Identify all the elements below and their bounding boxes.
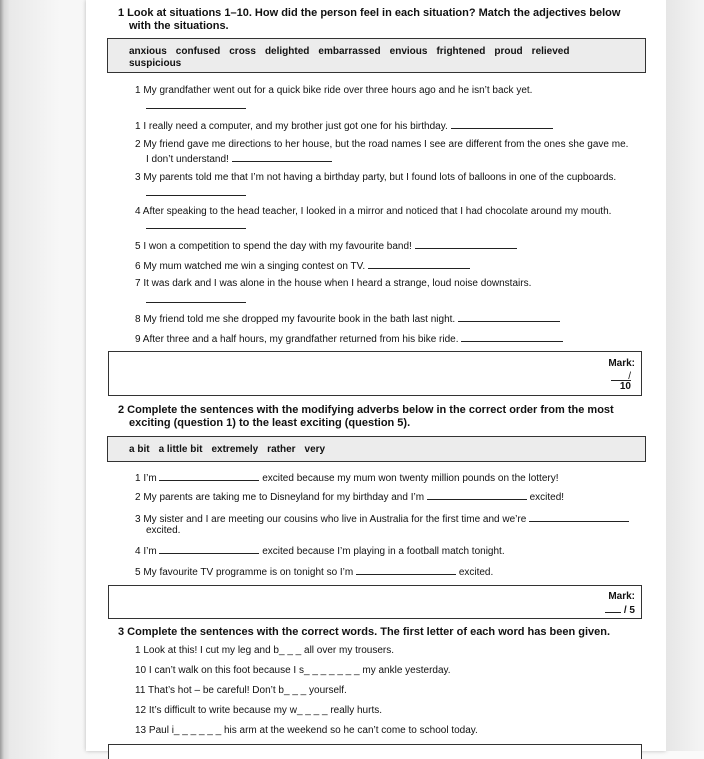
section1-mark-box xyxy=(108,351,642,396)
s3-item-2-post: my ankle yesterday. xyxy=(362,665,451,676)
section3-heading: 3 Complete the sentences with the correct words. The first letter of each word has been given. xyxy=(118,626,611,638)
s2-item-1-post: excited because my mum won twenty million pounds on the lottery! xyxy=(262,473,559,484)
s2-item-5 xyxy=(135,565,493,578)
answer-blank[interactable] xyxy=(159,471,259,481)
s3-item-2-pre: 10 I can’t walk on this foot because I s xyxy=(135,665,304,676)
s3-item-3-pre: 11 That’s hot – be careful! Don’t b xyxy=(135,685,284,696)
page-edge xyxy=(666,0,704,751)
s2-item-2-post: excited! xyxy=(529,492,565,503)
s2-item-2-pre: 2 My parents are taking me to Disneyland for my birthday and I’m xyxy=(135,492,425,503)
s2-item-3 xyxy=(135,512,629,525)
adverb-rather: rather xyxy=(267,444,296,455)
s2-item-3-pre: 3 My sister and I are meeting our cousins who live in Australia for the first time and we’re xyxy=(135,514,527,525)
adverb-extremely: extremely xyxy=(211,444,259,455)
s1-item-3-line2 xyxy=(146,152,332,165)
s1-item-3: 2 My friend gave me directions to her house, but the road names I see are different from the ones she gave me. xyxy=(135,139,629,150)
section2-heading-line1: 2 Complete the sentences with the modifying adverbs below in the correct order from the most xyxy=(118,404,614,416)
s1-item-9 xyxy=(135,312,560,325)
s3-item-1 xyxy=(135,645,394,656)
adverb-bank xyxy=(129,444,334,455)
word-delighted: delighted xyxy=(264,46,310,57)
word-suspicious: suspicious xyxy=(129,58,182,69)
s3-item-2-gap[interactable]: _ _ _ _ _ _ _ xyxy=(303,665,360,676)
word-bank-row2 xyxy=(129,58,190,69)
answer-blank[interactable] xyxy=(415,239,517,249)
s2-item-1 xyxy=(135,471,559,484)
answer-blank[interactable] xyxy=(159,544,259,554)
s2-item-5-pre: 5 My favourite TV programme is on tonight so I’m xyxy=(135,567,354,578)
s1-item-8: 7 It was dark and I was alone in the house when I heard a strange, loud noise downstairs. xyxy=(135,278,532,289)
answer-blank[interactable] xyxy=(451,119,553,129)
answer-blank[interactable] xyxy=(146,99,246,109)
section2-heading-line2: exciting (question 1) to the least exciting (question 5). xyxy=(129,417,411,429)
word-anxious: anxious xyxy=(129,46,167,57)
word-cross: cross xyxy=(229,46,256,57)
answer-blank[interactable] xyxy=(146,219,246,229)
s1-item-9-text: 8 My friend told me she dropped my favourite book in the bath last night. xyxy=(135,314,456,325)
s3-item-3-post: yourself. xyxy=(309,685,347,696)
answer-blank[interactable] xyxy=(529,512,629,522)
answer-blank[interactable] xyxy=(146,186,246,196)
section2-word-bank xyxy=(107,436,646,462)
section1-heading-line1: 1 Look at situations 1–10. How did the person feel in each situation? Match the adjectives below xyxy=(118,7,621,19)
s3-item-4-gap[interactable]: _ _ _ _ xyxy=(296,705,328,716)
section2-mark-box xyxy=(108,585,642,619)
s1-item-2 xyxy=(135,119,553,132)
answer-blank[interactable] xyxy=(356,565,456,575)
section1-heading-line2: with the situations. xyxy=(129,20,229,32)
word-relieved: relieved xyxy=(531,46,570,57)
answer-blank[interactable] xyxy=(458,312,560,322)
word-bank-row1 xyxy=(129,46,578,57)
mark-slash: / xyxy=(628,371,631,382)
word-frightened: frightened xyxy=(436,46,486,57)
s1-item-1: 1 My grandfather went out for a quick bike ride over three hours ago and he isn’t back yet. xyxy=(135,85,533,96)
s1-item-10 xyxy=(135,332,563,345)
mark-total: 10 xyxy=(619,381,631,392)
mark-total-text: / 5 xyxy=(623,605,635,616)
s3-item-4-post: really hurts. xyxy=(330,705,382,716)
s3-item-4 xyxy=(135,705,382,716)
s1-item-7 xyxy=(135,259,470,272)
adverb-very: very xyxy=(304,444,326,455)
s1-item-6 xyxy=(135,239,517,252)
s2-item-5-post: excited. xyxy=(458,567,494,578)
adverb-a-bit: a bit xyxy=(129,444,150,455)
s2-item-2 xyxy=(135,490,564,503)
s3-item-3 xyxy=(135,685,347,696)
s3-item-1-post: all over my trousers. xyxy=(304,645,395,656)
mark-blank[interactable] xyxy=(605,603,621,613)
s1-item-2-text: 1 I really need a computer, and my brother just got one for his birthday. xyxy=(135,121,448,132)
s3-item-5 xyxy=(135,725,478,736)
s2-item-4-post: excited because I’m playing in a football match tonight. xyxy=(262,546,505,557)
s1-item-3-text2: I don’t understand! xyxy=(146,154,229,165)
s2-item-1-pre: 1 I’m xyxy=(135,473,157,484)
answer-blank[interactable] xyxy=(368,259,470,269)
s3-item-5-gap[interactable]: _ _ _ _ _ _ xyxy=(173,725,222,736)
s1-item-4: 3 My parents told me that I’m not having a birthday party, but I found lots of balloons in one of the cupboards. xyxy=(135,172,617,183)
s1-item-10-text: 9 After three and a half hours, my grandfather returned from his bike ride. xyxy=(135,334,459,345)
section1-word-bank xyxy=(107,38,646,73)
s2-item-4-pre: 4 I’m xyxy=(135,546,157,557)
s1-item-5: 4 After speaking to the head teacher, I looked in a mirror and noticed that I had chocolate around my mouth. xyxy=(135,206,612,217)
adverb-a-little-bit: a little bit xyxy=(158,444,203,455)
s3-item-5-pre: 13 Paul i xyxy=(135,725,174,736)
answer-blank[interactable] xyxy=(232,152,332,162)
section3-mark-box xyxy=(108,744,642,759)
answer-blank[interactable] xyxy=(461,332,563,342)
s1-item-6-text: 5 I won a competition to spend the day with my favourite band! xyxy=(135,241,412,252)
s3-item-1-pre: 1 Look at this! I cut my leg and b xyxy=(135,645,279,656)
mark-total xyxy=(605,603,635,616)
word-envious: envious xyxy=(389,46,428,57)
word-confused: confused xyxy=(175,46,221,57)
s3-item-3-gap[interactable]: _ _ _ xyxy=(283,685,307,696)
s3-item-5-post: his arm at the weekend so he can’t come to school today. xyxy=(223,725,478,736)
s3-item-4-pre: 12 It’s difficult to write because my w xyxy=(135,705,297,716)
mark-label: Mark: xyxy=(608,591,635,602)
word-proud: proud xyxy=(494,46,523,57)
s3-item-1-gap[interactable]: _ _ _ xyxy=(278,645,302,656)
mark-label: Mark: xyxy=(608,358,635,369)
s2-item-3-line2: excited. xyxy=(146,525,181,536)
s3-item-2 xyxy=(135,665,451,676)
s1-item-7-text: 6 My mum watched me win a singing contest on TV. xyxy=(135,261,366,272)
s2-item-4 xyxy=(135,544,505,557)
answer-blank[interactable] xyxy=(146,293,246,303)
word-embarrassed: embarrassed xyxy=(318,46,381,57)
answer-blank[interactable] xyxy=(427,490,527,500)
